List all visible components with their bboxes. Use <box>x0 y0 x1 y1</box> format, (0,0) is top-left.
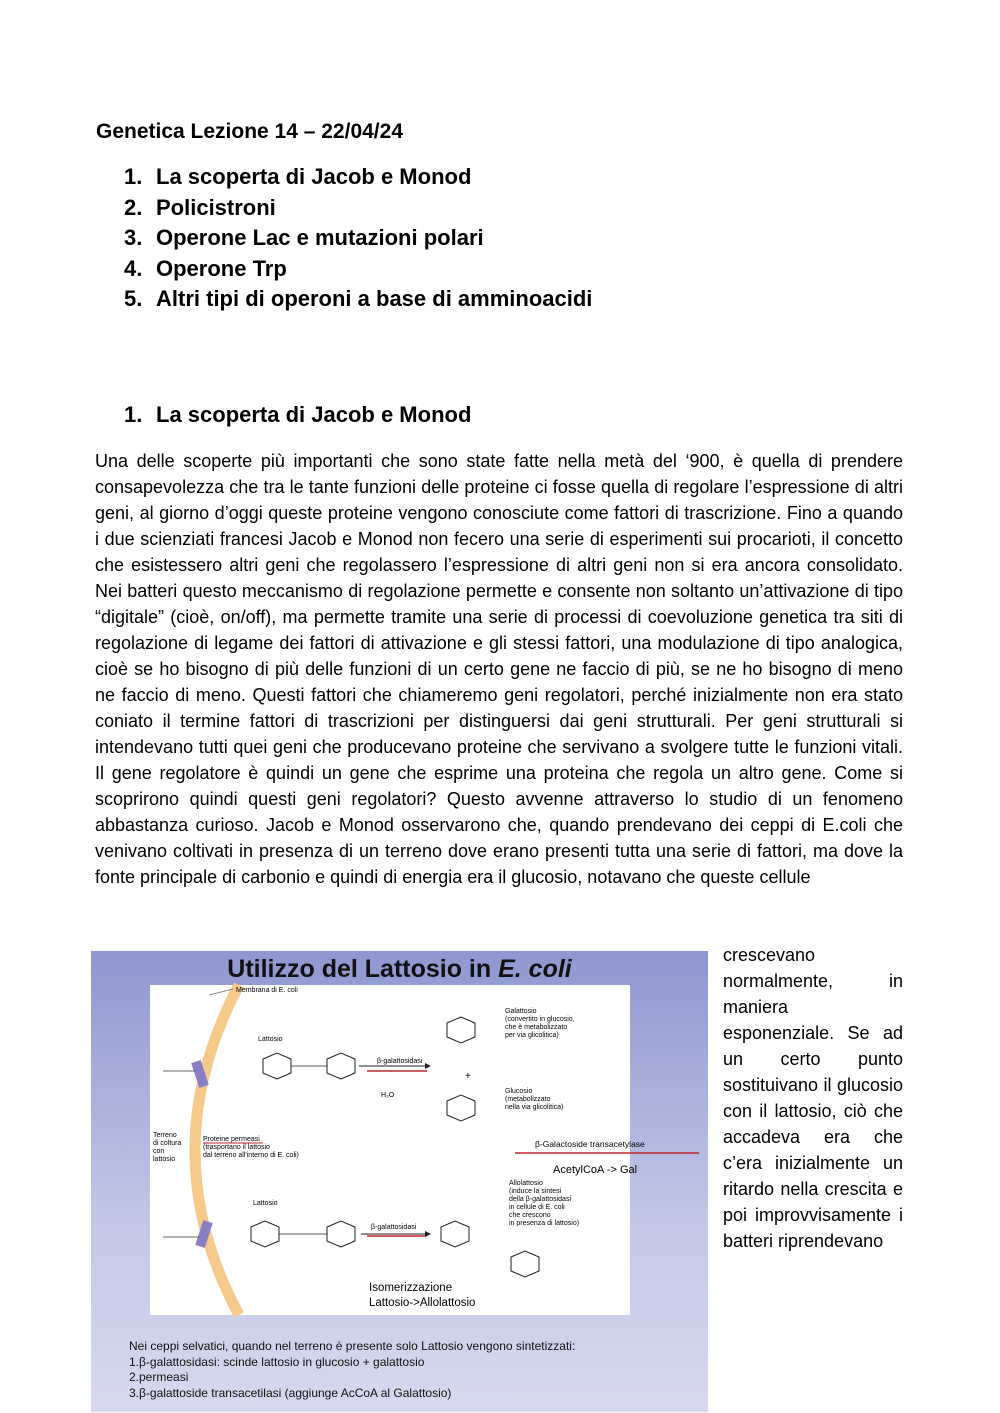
toc-number: 3. <box>124 225 143 250</box>
toc-label: Operone Trp <box>156 255 287 281</box>
beta-gal-bottom-label: β-galattosidasi <box>371 1224 417 1231</box>
galactose-label: Galattosio (convertito in glucosio, che è metabolizzato per via glicolitica) <box>505 1008 575 1039</box>
caption-line: 1.β-galattosidasi: scinde lattosio in glucosio + galattosio <box>129 1354 425 1369</box>
toc-label: Altri tipi di operoni a base di amminoacidi <box>156 286 593 311</box>
transacetylase-label: β-Galactoside transacetylase <box>535 1139 645 1149</box>
plus-sign: + <box>465 1071 471 1082</box>
toc-number: 1. <box>124 164 143 189</box>
permease-label: Proteine permeasi (trasportano il lattosio dal terreno all'interno di E. coli) <box>203 1136 299 1159</box>
toc-item <box>124 193 592 224</box>
lactose-ring-4 <box>327 1221 355 1247</box>
side-paragraph: crescevano normalmente, in maniera esponenziale. Se ad un certo punto sostituivano il glucosio con il lattosio, ciò che accadeva era che c’era inizialmente un ritardo nella crescita e poi improvvisamente i batteri riprendevano <box>723 945 903 1251</box>
membrane-label: Membrana di E. coli <box>236 987 298 994</box>
figure-title-species: E. coli <box>498 955 572 983</box>
caption-line: 3.β-galattoside transacetilasi (aggiunge AcCoA al Galattosio) <box>129 1385 452 1400</box>
allolactose-ring-1 <box>441 1221 469 1247</box>
document-title: Genetica Lezione 14 – 22/04/24 <box>96 120 404 143</box>
allolactose-label: Allolattosio (induce la sintesi della β-galattosidasi in cellule di E. coli che crescono in presenza di lattosio) <box>509 1180 580 1227</box>
water-label: H₂O <box>381 1092 395 1099</box>
toc-item <box>124 162 592 193</box>
lactose-ring-2 <box>327 1053 355 1079</box>
caption-line: 2.permeasi <box>129 1370 189 1384</box>
lactose-figure <box>91 951 708 1412</box>
toc-item <box>124 284 592 315</box>
lactose-ring-3 <box>251 1221 279 1247</box>
lactose-ring-1 <box>263 1053 291 1079</box>
allolactose-ring-2 <box>511 1251 539 1277</box>
glucose-ring <box>447 1095 475 1121</box>
acetyl-label: AcetylCoA -> Gal <box>553 1164 638 1176</box>
table-of-contents <box>124 162 592 315</box>
toc-number: 5. <box>124 286 143 311</box>
section-title: La scoperta di Jacob e Monod <box>156 402 472 427</box>
medium-label: Terreno di coltura con lattosio <box>153 1132 182 1163</box>
body-paragraph: Una delle scoperte più importanti che sono state fatte nella metà del ‘900, è quella di prendere consapevolezza che tra le tante funzioni delle proteine ci fosse quella di regolare l’espressione di altri geni, al giorno d’oggi queste proteine vengono conosciute come fattori di trascrizione. Fino a quando i due scienziati francesi Jacob e Monod non fecero una serie di esperimenti sui procarioti, il concetto che esistessero altri geni che regolassero l’espressione di altri geni non si era ancora consolidato. Nei batteri questo meccanismo di regolazione permette e consente non soltanto un’attivazione di tipo “digitale” (cioè, on/off), ma permette tramite una serie di processi di coevoluzione genetica tra siti di regolazione di legame dei fattori di attivazione e gli stessi fattori, una modulazione di tipo analogica, cioè se ho bisogno di più delle funzioni di un certo gene ne faccio di più, se ne ho bisogno di meno ne faccio di meno. Questi fattori che chiameremo geni regolatori, perché inizialmente non era stato coniato il termine fattori di trascrizioni per distinguersi dai geni strutturali. Per geni strutturali si intendevano tutti quei geni che producevano proteine che servivano a svolgere tutte le funzioni vitali. Il gene regolatore è quindi un gene che esprime una proteina che regola un altro gene. Come si scoprirono quindi questi geni regolatori? Questo avvenne attraverso lo studio di un fenomeno abbastanza curioso. Jacob e Monod osservarono che, quando prendevano dei ceppi di E.coli che venivano coltivati in presenza di un terreno dove erano presenti tutta una serie di fattori, ma dove la fonte principale di carbonio e quindi di energia era il glucosio, notavano che queste cellule <box>95 451 903 887</box>
galactose-ring <box>447 1017 475 1043</box>
figure-title-text: Utilizzo del Lattosio in <box>227 955 499 983</box>
section-heading <box>124 402 471 428</box>
toc-item <box>124 223 592 254</box>
section-number: 1. <box>124 402 143 427</box>
figure-caption <box>129 1339 575 1401</box>
lactose-bottom-label: Lattosio <box>253 1200 278 1207</box>
toc-number: 2. <box>124 194 143 220</box>
lactose-top-label: Lattosio <box>258 1036 283 1043</box>
beta-gal-top-label: β-galattosidasi <box>377 1058 423 1065</box>
glucose-label: Glucosio (metabolizzato nella via glicolitica) <box>505 1088 564 1111</box>
isomerization-label: Isomerizzazione Lattosio->Allolattosio <box>369 1282 476 1309</box>
toc-number: 4. <box>124 255 143 281</box>
toc-label: La scoperta di Jacob e Monod <box>156 164 472 189</box>
caption-line: Nei ceppi selvatici, quando nel terreno è presente solo Lattosio vengono sintetizzati: <box>129 1339 576 1353</box>
toc-item <box>124 254 592 285</box>
toc-label: Operone Lac e mutazioni polari <box>156 225 484 250</box>
toc-label: Policistroni <box>156 194 276 220</box>
